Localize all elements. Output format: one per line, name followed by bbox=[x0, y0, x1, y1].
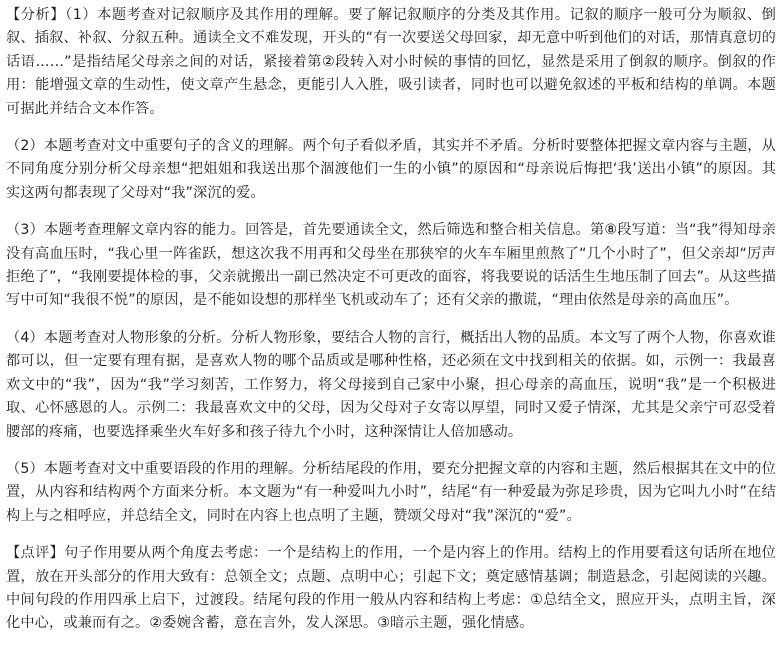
comment-paragraph bbox=[6, 542, 776, 636]
paragraph-gap bbox=[6, 121, 776, 135]
analysis-tag: 【分析】 bbox=[6, 7, 66, 23]
paragraph-gap bbox=[6, 528, 776, 542]
comment-text: 句子作用要从两个角度去考虑：一个是结构上的作用，一个是内容上的作用。结构上的作用要看这句话所在地位置，放在开头部分的作用大致有：总领全文；点题、点明中心；引起下文；奠定感情基调；制造悬念，引起阅读的兴趣。中间句段的作用四承上启下，过渡段。结尾句段的作用一般从内容和结构上考虑：①总结全文，照应开头，点明主旨，深化中心，或兼而有之。②委婉含蓄，意在言外，发人深思。③暗示主题，强化情感。 bbox=[6, 545, 776, 632]
paragraph-gap bbox=[6, 313, 776, 327]
paragraph-gap bbox=[6, 205, 776, 219]
paragraph-gap bbox=[6, 444, 776, 458]
analysis-paragraph-2: （2）本题考查对文中重要句子的含义的理解。两个句子看似矛盾，其实并不矛盾。分析时要整体把握文章内容与主题，从不同角度分别分析父母亲想“把姐姐和我送出那个涸渡他们一生的小镇”的原因和“母亲说后悔把‘我’送出小镇”的原因。其实这两句都表现了父母对“我”深沉的爱。 bbox=[6, 138, 776, 201]
analysis-paragraph-3: （3）本题考查理解文章内容的能力。回答是，首先要通读全文，然后筛选和整合相关信息。第⑧段写道：当“我”得知母亲没有高血压时，“我心里一阵雀跃，想这次我不用再和父母坐在那狭窄的火车车厢里煎熬了“几个小时了”，但父亲却“厉声拒绝了”，“我刚要提体检的事，父亲就搬出一副已然决定不可更改的面容，将我要说的话活生生地压制了回去”。从这些描写中可知“我很不悦”的原因，是不能如设想的那样坐飞机或动车了；还有父亲的撒谎，“理由依然是母亲的高血压”。 bbox=[6, 222, 776, 309]
comment-tag: 【点评】 bbox=[6, 545, 65, 562]
analysis-paragraph-4: （4）本题考查对人物形象的分析。分析人物形象，要结合人物的言行，概括出人物的品质。本文写了两个人物，你喜欢谁都可以，但一定要有理有据，是喜欢人物的哪个品质或是哪种性格，还必须在文中找到相关的依据。如，示例一：我最喜欢文中的“我”，因为“我”学习刻苦，工作努力，将父母接到自己家中小聚，担心母亲的高血压，说明“我”是一个积极进取、心怀感恩的人。示例二：我最喜欢文中的父母，因为父母对子女寄以厚望，同时又爱子情深，尤其是父亲宁可忍受着腰部的疼痛，也要选择乘坐火车好多和孩子待九个小时，这种深情让人倍加感动。 bbox=[6, 329, 776, 440]
analysis-text-1: （1）本题考查对记叙顺序及其作用的理解。要了解记叙顺序的分类及其作用。记叙的顺序一般可分为顺叙、倒叙、插叙、补叙、分叙五种。通读全文不难发现，开头的“有一次要送父母回家，却无意中听到他们的对话，那情真意切的话语……”是指结尾父母亲之间的对话，紧接着第②段转入对小时候的事情的回忆，显然是采用了倒叙的顺序。倒叙的作用：能增强文章的生动性，使文章产生悬念，更能引人入胜，吸引读者，同时也可以避免叙述的平板和结构的单调。本题可据此并结合文本作答。 bbox=[6, 7, 776, 117]
analysis-paragraph-1 bbox=[6, 4, 776, 121]
analysis-paragraph-5: （5）本题考查对文中重要语段的作用的理解。分析结尾段的作用，要充分把握文章的内容和主题，然后根据其在文中的位置，从内容和结构两个方面来分析。本文题为“有一种爱叫九小时”，结尾“有一种爱最为弥足珍贵，因为它叫九小时”在结构上与之相呼应，并总结全文，同时在内容上也点明了主题，赞颂父母对“我”深沉的“爱”。 bbox=[6, 460, 776, 524]
